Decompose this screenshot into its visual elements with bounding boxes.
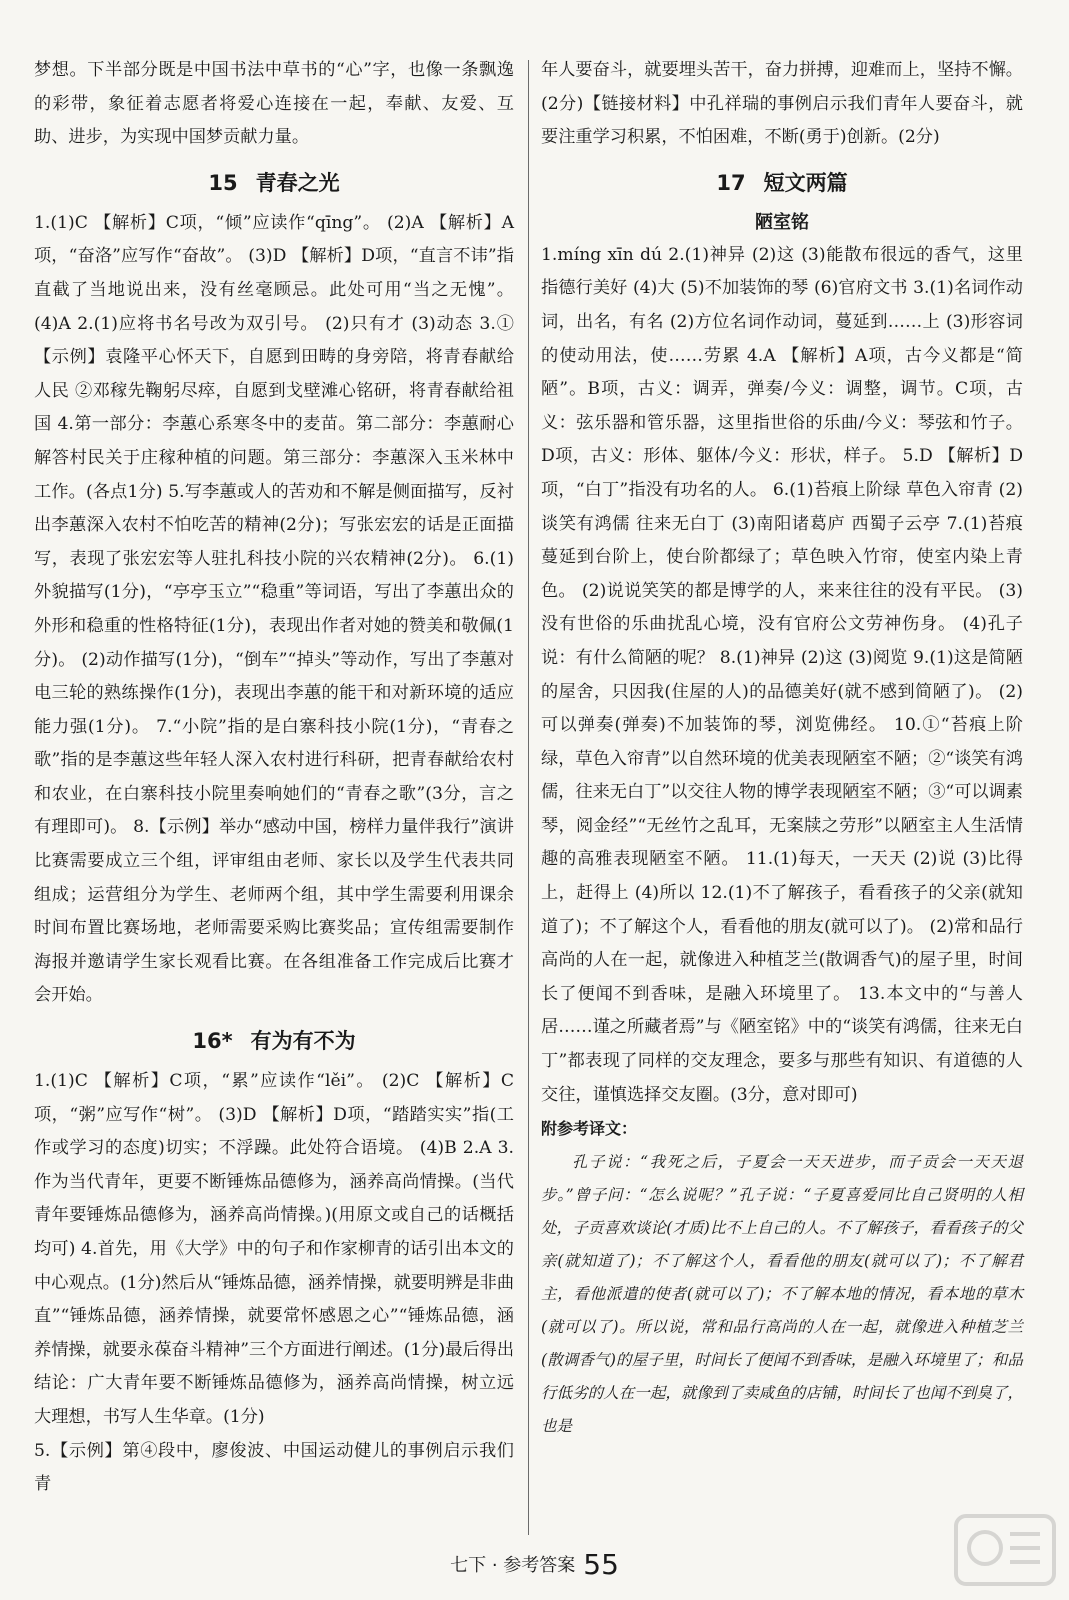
section-15-title: 青春之光 <box>255 170 340 195</box>
section-16-title: 有为有不为 <box>250 1029 356 1054</box>
page-number: 55 <box>583 1548 619 1581</box>
translation-text: 孔子说：“我死之后，子夏会一天天进步，而子贡会一天天退步。”曾子问：“怎么说呢？”孔子说：“子夏喜爱同比自己贤明的人相处，子贡喜欢谈论(才质)比不上自己的人。不了解孩子，看看孩子的父亲(就知道了)；不了解这个人，看看他的朋友(就可以了)；不了解君主，看他派遣的使者(就可以了)；不了解本地的情况，看本地的草木(就可以了)。所以说，常和品行高尚的人在一起，就像进入种植芝兰(散调香气)的屋子里，时间长了便闻不到香味，是融入环境里了；和品行低劣的人在一起，就像到了卖咸鱼的店铺，时间长了也闻不到臭了，也是 <box>541 1153 1023 1436</box>
section-17-title: 短文两篇 <box>763 170 848 195</box>
section-15-heading <box>34 163 514 203</box>
left-column <box>34 54 514 1502</box>
section-15-number: 15 <box>208 170 238 195</box>
section-16-q5: 5.【示例】第④段中，廖俊波、中国运动健儿的事例启示我们青 <box>34 1440 514 1495</box>
footer-label: 七下 · 参考答案 <box>450 1555 576 1576</box>
left-intro-text: 梦想。下半部分既是中国书法中草书的“心”字，也像一条飘逸的彩带，象征着志愿者将爱心连接在一起，奉献、友爱、互助、进步，为实现中国梦贡献力量。 <box>34 60 514 148</box>
section-17-heading <box>541 163 1023 203</box>
section-15-answers: 1.(1)C 【解析】C项，“倾”应读作“qīng”。 (2)A 【解析】A项，“奋洛”应写作“奋故”。 (3)D 【解析】D项，“直言不讳”指直截了当地说出来，没有丝毫顾忌。此处可用“当之无愧”。 (4)A 2.(1)应将书名号改为双引号。 (2)只有才 (3)动态 3.①【示例】袁隆平心怀天下，自愿到田畴的身旁陪，将青春献给人民 ②邓稼先鞠躬尽瘁，自愿到戈壁滩心铭研，将青春献给祖国 4.第一部分：李蕙心系寒冬中的麦苗。第二部分：李蕙耐心解答村民关于庄稼种植的问题。第三部分：李蕙深入玉米林中工作。(各点1分) 5.写李蕙或人的苦劝和不解是侧面描写，反衬出李蕙深入农村不怕吃苦的精神(2分)；写张宏宏的话是正面描写，表现了张宏宏等人驻扎科技小院的兴农精神(2分)。 6.(1)外貌描写(1分)，“亭亭玉立”“稳重”等词语，写出了李蕙出众的外形和稳重的性格特征(1分)，表现出作者对她的赞美和敬佩(1分)。 (2)动作描写(1分)，“倒车”“掉头”等动作，写出了李蕙对电三轮的熟练操作(1分)，表现出李蕙的能干和对新环境的适应能力强(1分)。 7.“小院”指的是白寨科技小院(1分)，“青春之歌”指的是李蕙这些年轻人深入农村进行科研，把青春献给农村和农业，在白寨科技小院里奏响她们的“青春之歌”(3分，言之有理即可)。 8.【示例】举办“感动中国，榜样力量伴我行”演讲比赛需要成立三个组，评审组由老师、家长以及学生代表共同组成；运营组分为学生、老师两个组，其中学生需要利用课余时间布置比赛场地，老师需要采购比赛奖品；宣传组需要制作海报并邀请学生家长观看比赛。在各组准备工作完成后比赛才会开始。 <box>34 212 514 1006</box>
section-17-subtitle: 陋室铭 <box>755 211 809 233</box>
watermark-stamp-icon <box>950 1510 1060 1590</box>
translation-heading: 附参考译文： <box>541 1119 638 1139</box>
section-16-number: 16* <box>192 1029 233 1054</box>
column-divider <box>528 60 529 1535</box>
section-16-heading <box>34 1021 514 1061</box>
page-footer <box>0 1548 1069 1581</box>
section-16-answers: 1.(1)C 【解析】C项，“累”应读作“lěi”。 (2)C 【解析】C项，“粥”应写作“树”。 (3)D 【解析】D项，“踏踏实实”指(工作或学习的态度)切实；不浮躁。此处符合语境。 (4)B 2.A 3.作为当代青年，更要不断锤炼品德修为，涵养高尚情操。(当代青年要锤炼品德修为，涵养高尚情操。)(用原文或自己的话概括均可) 4.首先，用《大学》中的句子和作家柳青的话引出本文的中心观点。(1分)然后从“锤炼品德，涵养情操，就要明辨是非曲直”“锤炼品德，涵养情操，就要常怀感恩之心”“锤炼品德，涵养情操，就要永葆奋斗精神”三个方面进行阐述。(1分)最后得出结论：广大青年要不断锤炼品德修为，涵养高尚情操，树立远大理想，书写人生华章。(1分) <box>34 1071 515 1427</box>
section-17-answers: 1.míng xīn dú 2.(1)神异 (2)这 (3)能散布很远的香气，这里指德行美好 (4)大 (5)不加装饰的琴 (6)官府文书 3.(1)名词作动词，出名，有名 (2)方位名词作动词，蔓延到……上 (3)形容词的使动用法，使……劳累 4.A 【解析】A项，古今义都是“简陋”。B项，古义：调弄，弹奏/今义：调整，调节。C项，古义：弦乐器和管乐器，这里指世俗的乐曲/今义：琴弦和竹子。D项，古义：形体、躯体/今义：形状，样子。 5.D 【解析】D项，“白丁”指没有功名的人。 6.(1)苔痕上阶绿 草色入帘青 (2)谈笑有鸿儒 往来无白丁 (3)南阳诸葛庐 西蜀子云亭 7.(1)苔痕蔓延到台阶上，使台阶都绿了；草色映入竹帘，使室内染上青色。 (2)说说笑笑的都是博学的人，来来往往的没有平民。 (3)没有世俗的乐曲扰乱心境，没有官府公文劳神伤身。 (4)孔子说：有什么简陋的呢？ 8.(1)神异 (2)这 (3)阅览 9.(1)这是简陋的屋舍，只因我(住屋的人)的品德美好(就不感到简陋了)。 (2)可以弹奏(弹奏)不加装饰的琴，浏览佛经。 10.①“苔痕上阶绿，草色入帘青”以自然环境的优美表现陋室不陋；②“谈笑有鸿儒，往来无白丁”以交往人物的博学表现陋室不陋；③“可以调素琴，阅金经”“无丝竹之乱耳，无案牍之劳形”以陋室主人生活情趣的高雅表现陋室不陋。 11.(1)每天，一天天 (2)说 (3)比得上，赶得上 (4)所以 12.(1)不了解孩子，看看孩子的父亲(就知道了)；不了解这个人，看看他的朋友(就可以了)。 (2)常和品行高尚的人在一起，就像进入种植芝兰(散调香气)的屋子里，时间长了便闻不到香味，是融入环境里了。 13.本文中的“与善人居……谨之所藏者焉”与《陋室铭》中的“谈笑有鸿儒，往来无白丁”都表现了同样的交友理念，要多与那些有知识、有道德的人交往，谨慎选择交友圈。(3分，意对即可) <box>541 244 1023 1105</box>
section-17-number: 17 <box>716 170 746 195</box>
right-intro-text: 年人要奋斗，就要埋头苦干，奋力拼搏，迎难而上，坚持不懈。(2分)【链接材料】中孔祥瑞的事例启示我们青年人要奋斗，就要注重学习积累，不怕困难，不断(勇于)创新。(2分) <box>541 60 1023 148</box>
right-column <box>541 54 1023 1443</box>
